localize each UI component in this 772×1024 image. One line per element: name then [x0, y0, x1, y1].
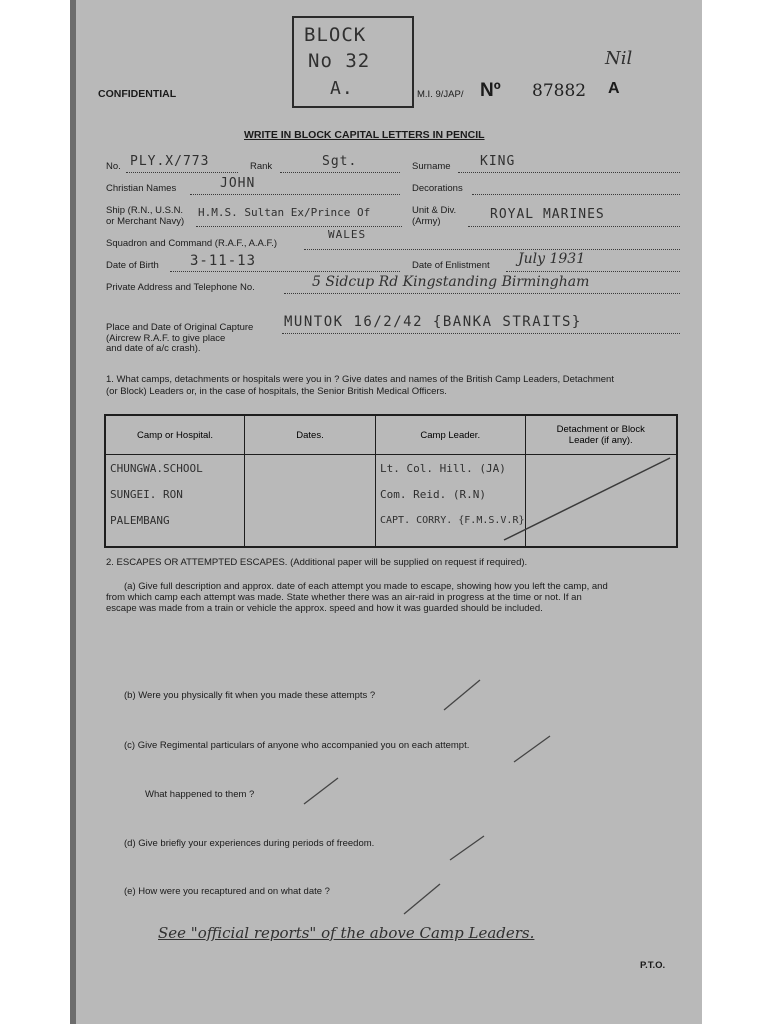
- decorations-label: Decorations: [412, 183, 463, 194]
- surname-value: KING: [480, 154, 516, 169]
- ship-label-line2: or Merchant Navy): [106, 216, 185, 227]
- question1-line1: 1. What camps, detachments or hospitals were you in ? Give dates and names of the British Camp Leaders, Detachment: [106, 374, 614, 385]
- section2-a-line1: (a) Give full description and approx. date of each attempt you made to escape, showing how you left the camp, and: [124, 581, 608, 592]
- camp-leader: Lt. Col. Hill. (JA): [380, 462, 506, 475]
- rank-label: Rank: [250, 161, 273, 172]
- question-e: (e) How were you recaptured and on what date ?: [124, 886, 330, 897]
- christian-names-label: Christian Names: [106, 183, 177, 194]
- unit-label-line1: Unit & Div.: [412, 205, 457, 216]
- unit-label: [412, 205, 456, 227]
- header-camp-leader: Camp Leader.: [376, 415, 526, 455]
- dash-mark-c: [510, 732, 560, 768]
- camp-names-cell: [105, 455, 245, 548]
- page-binding-edge: [70, 0, 76, 1024]
- dash-mark-b: [440, 676, 490, 716]
- capture-label-line3: and date of a/c crash).: [106, 343, 201, 354]
- dash-mark-d: [446, 832, 496, 866]
- nil-note: Nil: [605, 48, 633, 69]
- ship-value: H.M.S. Sultan Ex/Prince Of: [198, 206, 371, 219]
- camp-table-header-row: [105, 415, 677, 455]
- camp-leader: Com. Reid. (R.N): [380, 488, 486, 501]
- number-symbol: Nº: [480, 80, 501, 101]
- christian-names-value: JOHN: [220, 176, 256, 191]
- camp-name: PALEMBANG: [110, 514, 170, 527]
- capture-label-line1: Place and Date of Original Capture: [106, 322, 254, 333]
- handwritten-note: See "official reports" of the above Camp Leaders.: [158, 924, 535, 942]
- strike-through-mark: [500, 452, 680, 548]
- serial-suffix: A: [608, 80, 620, 97]
- stamp-block-label: BLOCK: [304, 24, 367, 46]
- dob-value: 3-11-13: [190, 253, 257, 269]
- enlistment-label: Date of Enlistment: [412, 260, 490, 271]
- question-d: (d) Give briefly your experiences during periods of freedom.: [124, 838, 375, 849]
- address-value: 5 Sidcup Rd Kingstanding Birmingham: [312, 274, 590, 290]
- camp-leader: CAPT. CORRY. {F.M.S.V.R}: [380, 515, 525, 526]
- dash-mark-c2: [300, 774, 350, 810]
- block-stamp: [292, 16, 414, 108]
- unit-value: ROYAL MARINES: [490, 207, 605, 222]
- stamp-letter: A.: [330, 78, 354, 99]
- enlistment-value: July 1931: [518, 251, 586, 267]
- question-c-followup: What happened to them ?: [145, 789, 255, 800]
- section2-a-line3: escape was made from a train or vehicle the approx. speed and how it was guarded should be included.: [106, 603, 543, 614]
- header-dates: Dates.: [245, 415, 376, 455]
- question1-line2: (or Block) Leaders or, in the case of hospitals, the Senior British Medical Officers.: [106, 386, 447, 397]
- serial-number: 87882: [532, 81, 587, 101]
- question-c: (c) Give Regimental particulars of anyone who accompanied you on each attempt.: [124, 740, 470, 751]
- ship-value-continued: WALES: [328, 228, 367, 241]
- camp-name: CHUNGWA.SCHOOL: [110, 462, 203, 475]
- no-label: No.: [106, 161, 121, 172]
- instruction-heading: WRITE IN BLOCK CAPITAL LETTERS IN PENCIL: [244, 129, 485, 141]
- pto-label: P.T.O.: [640, 960, 666, 971]
- ship-label-line1: Ship (R.N., U.S.N.: [106, 205, 184, 216]
- header-detachment-leader: Detachment or Block Leader (if any).: [525, 415, 677, 455]
- camp-name: SUNGEI. RON: [110, 488, 183, 501]
- dates-cell: [245, 455, 376, 548]
- ship-label: [106, 205, 184, 227]
- dash-mark-e: [400, 880, 450, 920]
- header-camp: Camp or Hospital.: [105, 415, 245, 455]
- capture-label: [106, 323, 253, 355]
- address-label: Private Address and Telephone No.: [106, 282, 255, 293]
- dob-label: Date of Birth: [106, 260, 159, 271]
- surname-label: Surname: [412, 161, 451, 172]
- no-value: PLY.X/773: [130, 154, 210, 169]
- form-reference: M.I. 9/JAP/: [417, 89, 464, 100]
- section2-title: 2. ESCAPES OR ATTEMPTED ESCAPES. (Additional paper will be supplied on request if required).: [106, 557, 528, 568]
- capture-label-line2: (Aircrew R.A.F. to give place: [106, 332, 226, 344]
- unit-label-line2: (Army): [412, 216, 441, 227]
- squadron-label: Squadron and Command (R.A.F., A.A.F.): [106, 238, 278, 249]
- stamp-number: No 32: [308, 50, 371, 72]
- capture-value: MUNTOK 16/2/42 {BANKA STRAITS}: [284, 314, 582, 330]
- document-page: [70, 0, 702, 1024]
- question-b: (b) Were you physically fit when you made these attempts ?: [124, 690, 376, 701]
- rank-value: Sgt.: [322, 154, 358, 169]
- confidential-label: CONFIDENTIAL: [98, 88, 177, 100]
- section2-a-line2: from which camp each attempt was made. State whether there was an air-raid in progress at the time or not. If an: [106, 592, 582, 603]
